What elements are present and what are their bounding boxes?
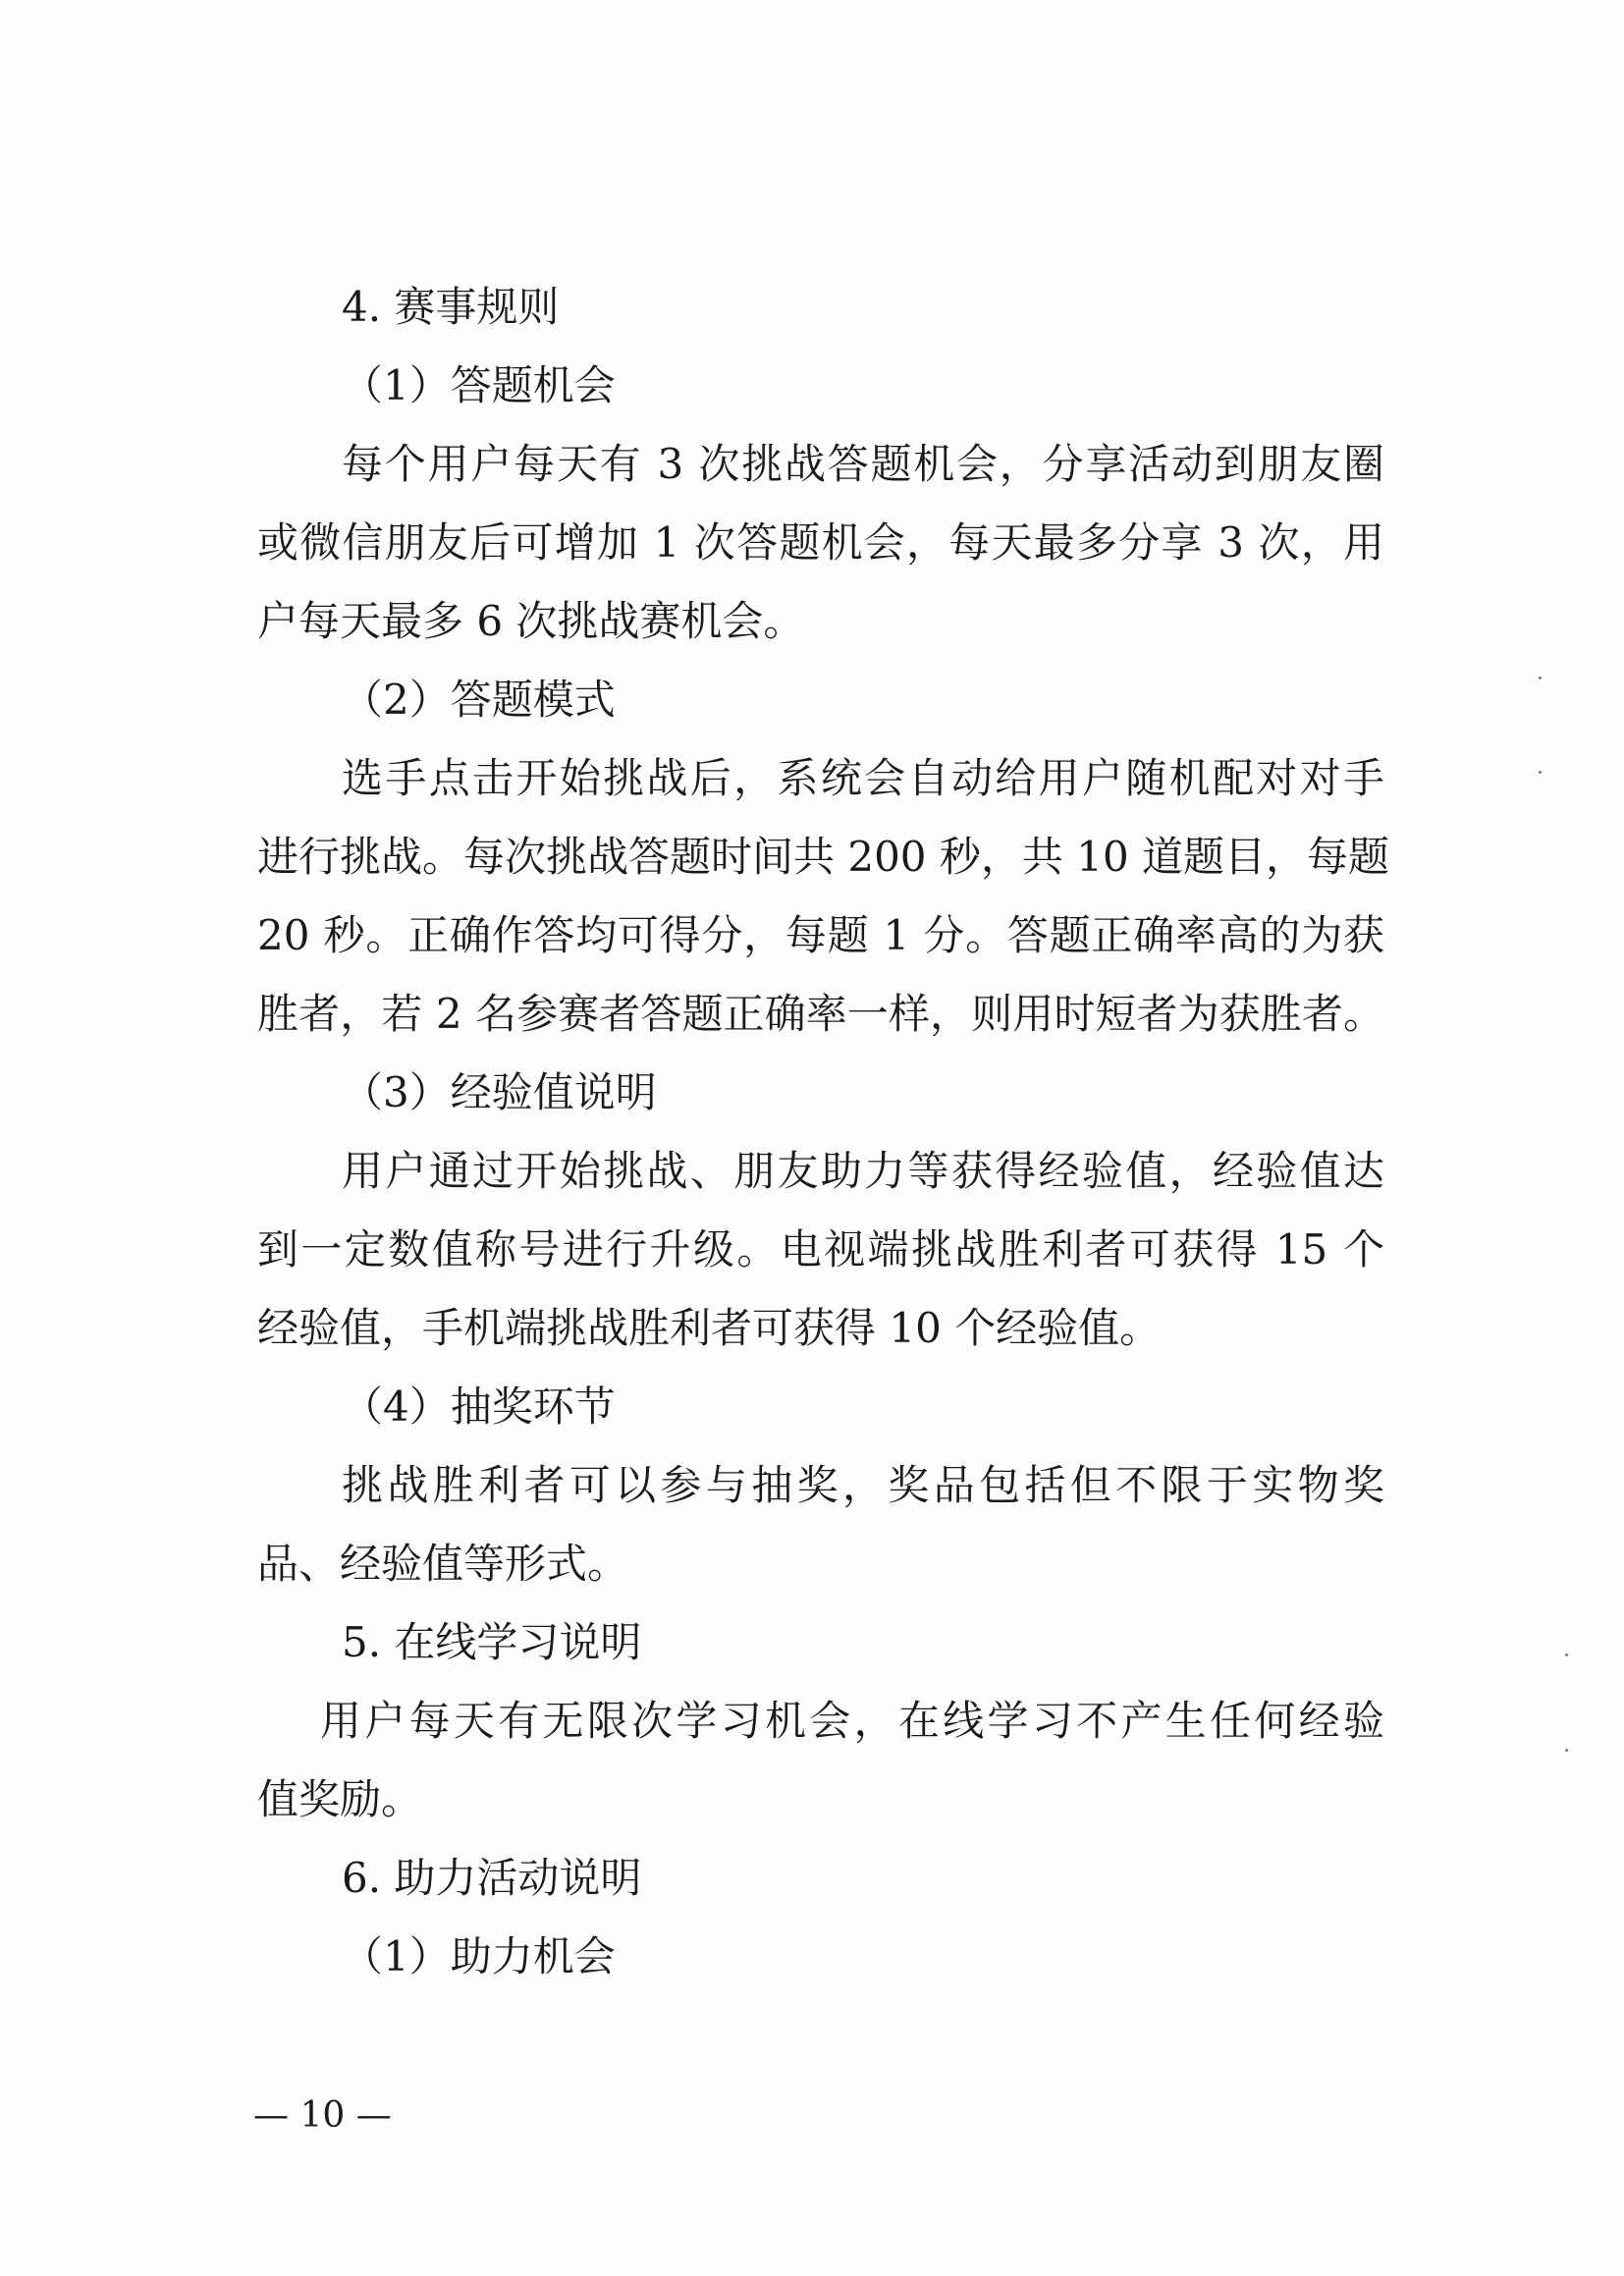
paragraph-line: 经验值，手机端挑战胜利者可获得 10 个经验值。 [257, 1304, 1162, 1352]
paragraph-line: 值奖励。 [257, 1775, 423, 1823]
paragraph-line: 选手点击开始挑战后，系统会自动给用户随机配对对手 [342, 754, 1384, 802]
scan-speck [1565, 1749, 1568, 1752]
section-heading-4: 4. 赛事规则 [342, 283, 560, 331]
paragraph-line: 户每天最多 6 次挑战赛机会。 [257, 597, 805, 645]
paragraph-line: 或微信朋友后可增加 1 次答题机会，每天最多分享 3 次，用 [257, 518, 1384, 567]
paragraph-line: 挑战胜利者可以参与抽奖，奖品包括但不限于实物奖 [342, 1461, 1384, 1509]
scan-speck [1539, 771, 1542, 774]
paragraph-line: 胜者，若 2 名参赛者答题正确率一样，则用时短者为获胜者。 [257, 990, 1384, 1038]
paragraph-line: 进行挑战。每次挑战答题时间共 200 秒，共 10 道题目，每题 [257, 833, 1390, 881]
subheading-assist-opportunity: （1）助力机会 [342, 1932, 616, 1980]
section-heading-6: 6. 助力活动说明 [342, 1854, 642, 1902]
section-heading-5: 5. 在线学习说明 [342, 1618, 642, 1666]
subheading-answer-opportunity: （1）答题机会 [342, 361, 616, 409]
paragraph-line: 品、经验值等形式。 [257, 1540, 629, 1588]
page-number: — 10 — [253, 2095, 392, 2136]
paragraph-line: 20 秒。正确作答均可得分，每题 1 分。答题正确率高的为获 [257, 911, 1384, 959]
subheading-lottery: （4）抽奖环节 [342, 1382, 616, 1431]
subheading-answer-mode: （2）答题模式 [342, 676, 616, 724]
scan-speck [1539, 677, 1542, 679]
paragraph-line: 到一定数值称号进行升级。电视端挑战胜利者可获得 15 个 [257, 1225, 1384, 1273]
paragraph-line: 用户每天有无限次学习机会，在线学习不产生任何经验 [320, 1697, 1384, 1745]
subheading-experience-points: （3）经验值说明 [342, 1068, 657, 1116]
paragraph-line: 每个用户每天有 3 次挑战答题机会，分享活动到朋友圈 [342, 440, 1384, 488]
scan-speck [1565, 1653, 1568, 1656]
paragraph-line: 用户通过开始挑战、朋友助力等获得经验值，经验值达 [342, 1147, 1384, 1195]
